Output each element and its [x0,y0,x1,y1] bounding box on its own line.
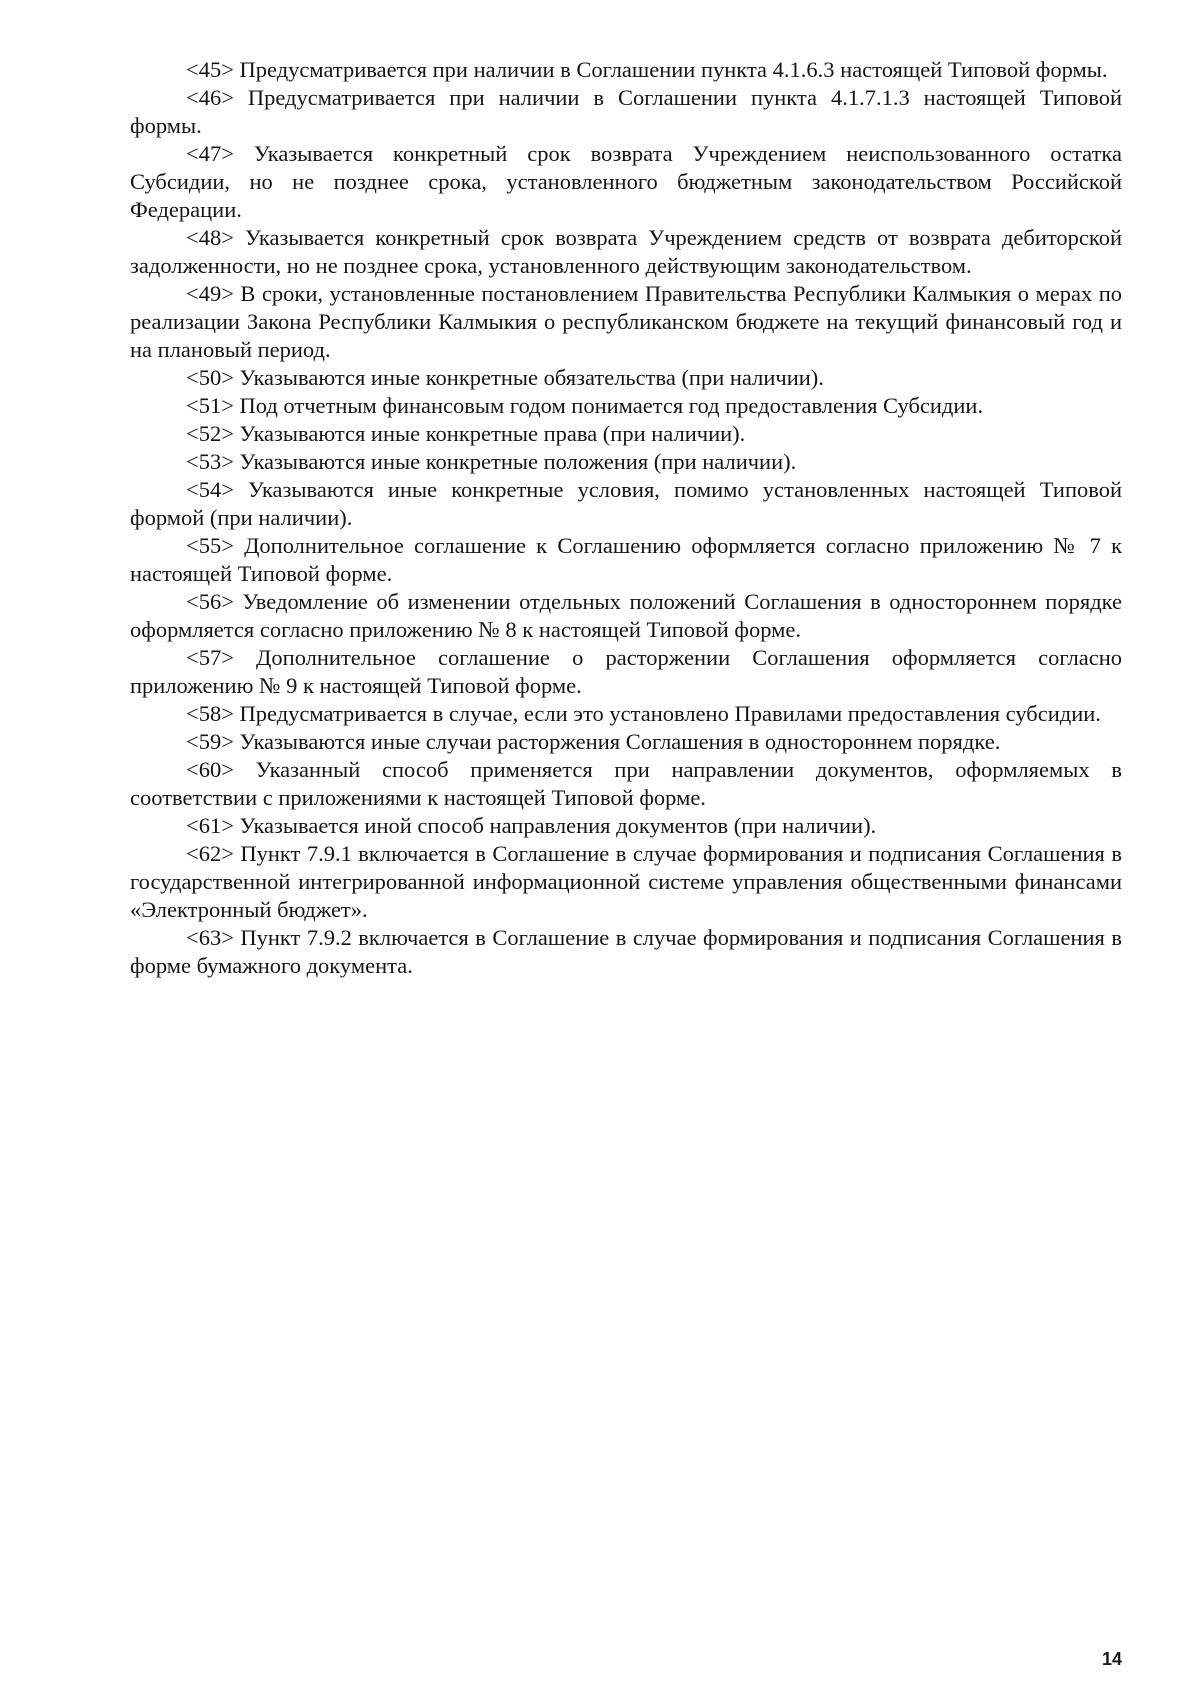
footnote-54: <54> Указываются иные конкретные условия, помимо установленных настоящей Типовой формой (при наличии). [130,477,1122,530]
footnote-63: <63> Пункт 7.9.2 включается в Соглашение в случае формирования и подписания Соглашения в форме бумажного документа. [130,925,1122,978]
footnote-61: <61> Указывается иной способ направления документов (при наличии). [186,813,877,838]
footnote-62: <62> Пункт 7.9.1 включается в Соглашение в случае формирования и подписания Соглашения в государственной интегрированной информационной системе управления общественными финансами «Электронный бюджет». [130,841,1122,922]
footnote-50: <50> Указываются иные конкретные обязательства (при наличии). [186,365,824,390]
footnote-47: <47> Указывается конкретный срок возврата Учреждением неиспользованного остатка Субсидии, но не позднее срока, установленного бюджетным законодательством Российской Федерации. [130,141,1122,222]
footnote-57: <57> Дополнительное соглашение о расторжении Соглашения оформляется согласно приложению № 9 к настоящей Типовой форме. [130,645,1122,698]
footnote-56: <56> Уведомление об изменении отдельных положений Соглашения в одностороннем порядке оформляется согласно приложению № 8 к настоящей Типовой форме. [130,589,1122,642]
footnote-59: <59> Указываются иные случаи расторжения Соглашения в одностороннем порядке. [186,729,1001,754]
footnote-49: <49> В сроки, установленные постановлением Правительства Республики Калмыкия о мерах по реализации Закона Республики Калмыкия о республиканском бюджете на текущий финансовый год и на плановый период. [130,281,1122,362]
footnote-55: <55> Дополнительное соглашение к Соглашению оформляется согласно приложению № 7 к настоящей Типовой форме. [130,533,1122,586]
footnote-53: <53> Указываются иные конкретные положения (при наличии). [186,449,797,474]
footnote-52: <52> Указываются иные конкретные права (при наличии). [186,421,746,446]
footnote-46: <46> Предусматривается при наличии в Соглашении пункта 4.1.7.1.3 настоящей Типовой формы. [130,85,1122,138]
page-number: 14 [1101,1649,1122,1669]
footnote-48: <48> Указывается конкретный срок возврата Учреждением средств от возврата дебиторской задолженности, но не позднее срока, установленного действующим законодательством. [130,225,1122,278]
footnote-58: <58> Предусматривается в случае, если это установлено Правилами предоставления субсидии. [186,701,1101,726]
footnote-45: <45> Предусматривается при наличии в Соглашении пункта 4.1.6.3 настоящей Типовой формы. [186,57,1108,82]
footnote-60: <60> Указанный способ применяется при направлении документов, оформляемых в соответствии с приложениями к настоящей Типовой форме. [130,757,1122,810]
footnotes-block [130,56,1122,980]
footnote-51: <51> Под отчетным финансовым годом понимается год предоставления Субсидии. [186,393,984,418]
